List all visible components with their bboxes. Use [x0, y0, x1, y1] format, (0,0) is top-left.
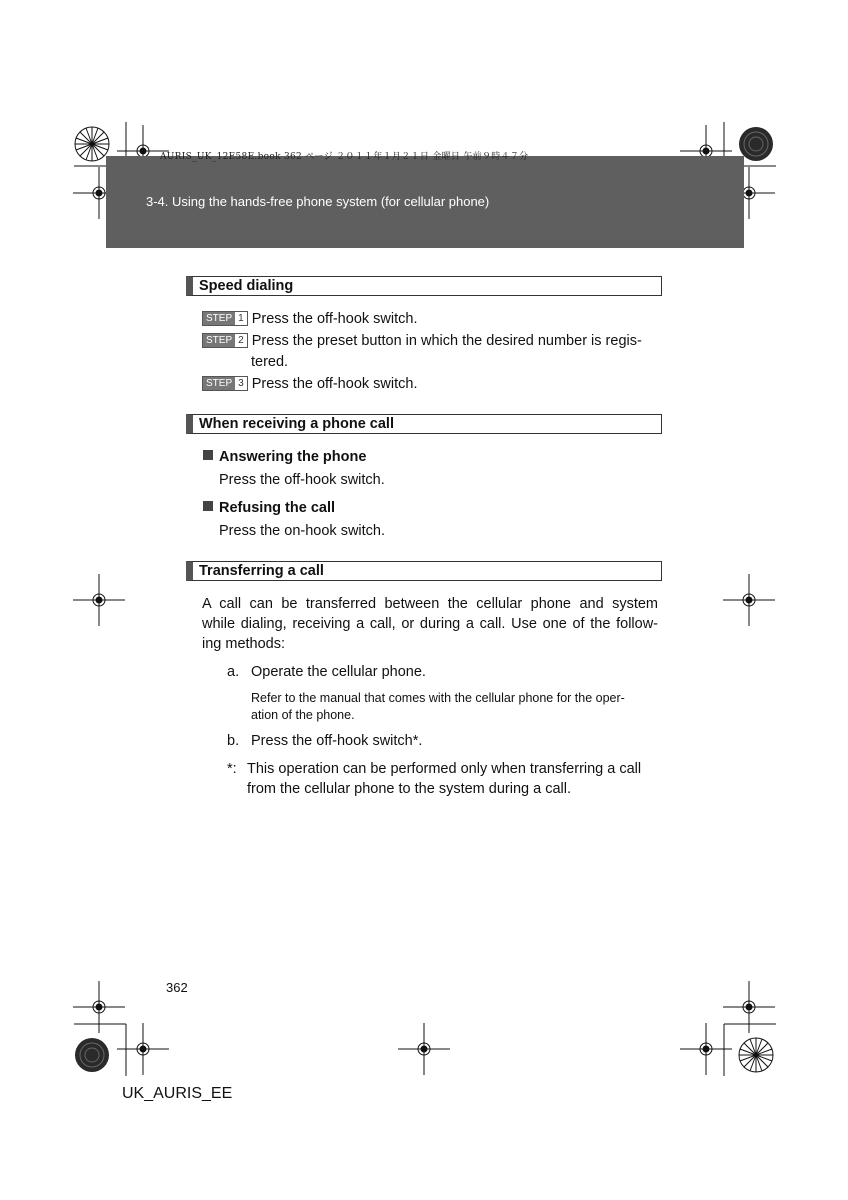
step-badge: STEP 3: [202, 376, 248, 391]
method-a-label: a.: [227, 664, 240, 680]
step-3: [202, 374, 417, 394]
footnote-mark: *:: [227, 761, 237, 777]
transferring-heading-text: Transferring a call: [199, 563, 324, 579]
receiving-heading-text: When receiving a phone call: [199, 416, 394, 432]
page-number: 362: [166, 980, 188, 995]
footnote-line: from the cellular phone to the system during a call.: [247, 781, 571, 797]
transfer-intro: [202, 594, 658, 654]
square-bullet-icon: [203, 450, 213, 460]
section-title: 3-4. Using the hands-free phone system (for cellular phone): [146, 194, 490, 209]
step-3-text: Press the off-hook switch.: [251, 376, 418, 392]
intro-line: while dialing, receiving a call, or during a call. Use one of the follow-: [202, 616, 658, 632]
footnote-line: This operation can be performed only when transferring a call: [247, 761, 642, 777]
step-1-text: Press the off-hook switch.: [251, 311, 418, 327]
method-a-note: [251, 690, 625, 724]
note-line: Refer to the manual that comes with the cellular phone for the oper-: [251, 691, 625, 705]
step-2-text-cont: tered.: [251, 354, 289, 370]
method-b-text: Press the off-hook switch*.: [251, 733, 423, 749]
transferring-heading: [186, 561, 662, 581]
speed-dialing-heading: [186, 276, 662, 296]
refusing-text: Press the on-hook switch.: [219, 523, 386, 539]
footnote-text: [247, 759, 641, 799]
square-bullet-icon: [203, 501, 213, 511]
step-1: [202, 309, 417, 329]
step-badge: STEP 1: [202, 311, 248, 326]
speed-dialing-heading-text: Speed dialing: [199, 278, 294, 294]
receiving-heading: [186, 414, 662, 434]
step-2-text: Press the preset button in which the desired number is regis-: [251, 333, 642, 349]
step-2: [202, 331, 642, 351]
intro-line: A call can be transferred between the cellular phone and system: [202, 596, 658, 612]
method-a-text: Operate the cellular phone.: [251, 664, 426, 680]
note-line: ation of the phone.: [251, 708, 355, 722]
print-info: AURIS_UK_12E58E.book 362 ページ ２０１１年１月２１日 金曜日 午前９時４７分: [160, 152, 529, 162]
refusing-title: Refusing the call: [203, 498, 335, 518]
document-code: UK_AURIS_EE: [122, 1085, 233, 1102]
answering-text: Press the off-hook switch.: [219, 472, 385, 488]
answering-title: Answering the phone: [203, 447, 366, 467]
intro-line: ing methods:: [202, 636, 286, 652]
method-b-label: b.: [227, 733, 240, 749]
step-badge: STEP 2: [202, 333, 248, 348]
